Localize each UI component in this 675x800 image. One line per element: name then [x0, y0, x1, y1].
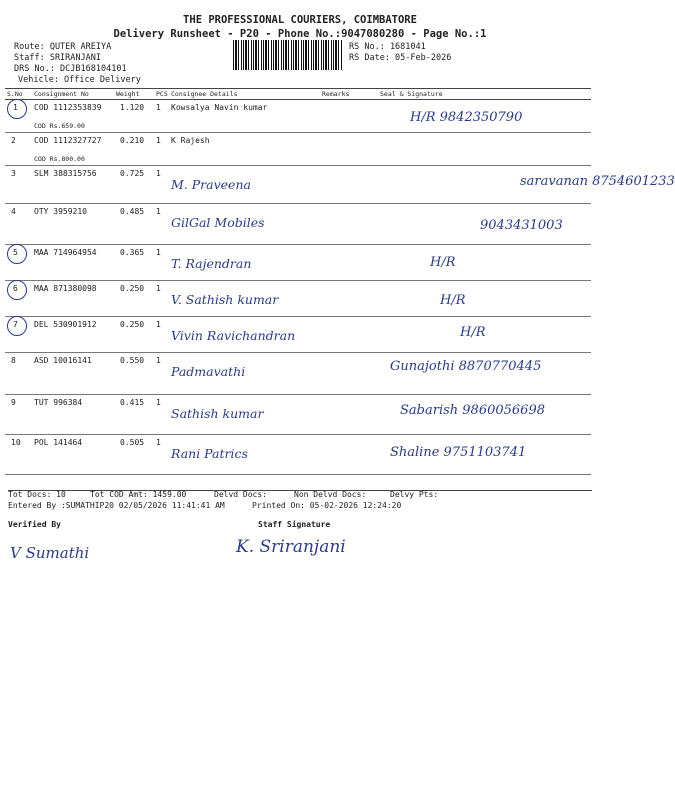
row-sno [5, 100, 32, 133]
row-consignment [32, 166, 114, 204]
row-pcs: 1 [154, 100, 169, 133]
row-weight: 0.725 [114, 166, 154, 204]
receiver-signature: Sabarish 9860056698 [400, 403, 545, 418]
row-remarks [320, 133, 370, 166]
col-consignment: Consignment No [32, 89, 114, 100]
drs-number: DRS No.: DCJB168104101 [14, 64, 127, 74]
consignment-number: MAA 871380098 [34, 284, 97, 293]
row-consignment [32, 133, 114, 166]
col-consignee: Consignee Details [169, 89, 320, 100]
row-sno-text: 5 [13, 248, 18, 257]
row-pcs: 1 [154, 245, 169, 281]
cod-amount: COD Rs.659.00 [34, 122, 85, 130]
total-docs: Tot Docs: 10 [8, 490, 66, 499]
row-signature [370, 281, 591, 317]
row-consignment [32, 395, 114, 435]
col-weight: Weight [114, 89, 154, 100]
row-sno-text: 4 [11, 207, 16, 216]
row-weight: 0.210 [114, 133, 154, 166]
row-remarks [320, 353, 370, 395]
row-pcs: 1 [154, 395, 169, 435]
row-sno [5, 317, 32, 353]
consignment-number: COD 1112353839 [34, 103, 102, 112]
consignee-name: GilGal Mobiles [171, 215, 265, 230]
receiver-signature: H/R [440, 293, 466, 308]
row-sno-text: 10 [11, 438, 21, 447]
verified-by-label: Verified By [8, 520, 61, 529]
col-sno: S.No [5, 89, 32, 100]
row-weight: 0.550 [114, 353, 154, 395]
delivered-docs: Delvd Docs: [214, 490, 267, 499]
row-sno [5, 281, 32, 317]
col-pcs: PCS [156, 90, 168, 98]
row-sno [5, 245, 32, 281]
row-signature [370, 317, 591, 353]
row-consignment [32, 435, 114, 475]
table-row [5, 133, 591, 166]
row-sno [5, 133, 32, 166]
row-consignment [32, 317, 114, 353]
delivery-points: Delvy Pts: [390, 490, 439, 499]
consignment-number: ASD 10016141 [34, 356, 92, 365]
barcode [233, 40, 343, 70]
row-consignment [32, 245, 114, 281]
consignment-number: DEL 530901912 [34, 320, 97, 329]
table-row [5, 353, 591, 395]
table-row [5, 100, 591, 133]
row-consignee [169, 435, 320, 475]
row-sno [5, 353, 32, 395]
receiver-signature: Gunajothi 8870770445 [390, 359, 542, 374]
row-consignee [169, 204, 320, 245]
table-row [5, 395, 591, 435]
row-consignee [169, 317, 320, 353]
runsheet-subtitle: Delivery Runsheet - P20 - Phone No.:9047080280 - Page No.:1 [113, 28, 487, 40]
receiver-signature: saravanan 8754601233 [520, 174, 675, 189]
table-row [5, 245, 591, 281]
row-remarks [320, 435, 370, 475]
receiver-signature: H/R [460, 325, 486, 340]
consignment-number: OTY 3959210 [34, 207, 87, 216]
consignment-number: COD 1112327727 [34, 136, 102, 145]
row-consignee [169, 133, 320, 166]
row-signature [370, 133, 591, 166]
cod-amount: COD Rs.800.00 [34, 155, 85, 163]
row-remarks [320, 100, 370, 133]
row-pcs: 1 [154, 166, 169, 204]
row-signature [370, 435, 591, 475]
consignee-name: Padmavathi [171, 364, 246, 379]
row-consignee [169, 395, 320, 435]
consignee-name: K Rajesh [171, 136, 210, 145]
receiver-signature: H/R 9842350790 [410, 110, 523, 125]
staff-label: Staff: SRIRANJANI [14, 53, 101, 63]
row-sno-text: 9 [11, 398, 16, 407]
row-sno-text: 1 [13, 103, 18, 112]
row-sno-text: 6 [13, 284, 18, 293]
consignee-name: V. Sathish kumar [171, 292, 279, 307]
runsheet-table [5, 88, 675, 475]
row-signature [370, 395, 591, 435]
printed-on: Printed On: 05-02-2026 12:24:20 [252, 501, 402, 510]
receiver-signature: H/R [430, 255, 456, 270]
rs-number: RS No.: 1681041 [349, 42, 426, 52]
row-weight: 1.120 [114, 100, 154, 133]
row-weight: 0.250 [114, 317, 154, 353]
total-cod-amount: Tot COD Amt: 1459.00 [90, 490, 187, 499]
consignee-name: Kowsalya Navin kumar [171, 103, 268, 112]
route-label: Route: QUTER AREIYA [14, 42, 112, 52]
rs-date: RS Date: 05-Feb-2026 [349, 53, 452, 63]
row-sno-text: 3 [11, 169, 16, 178]
table-row [5, 435, 591, 475]
col-seal-signature: Seal & Signature [370, 89, 591, 100]
row-consignment [32, 281, 114, 317]
consignee-name: Vivin Ravichandran [171, 328, 296, 343]
row-remarks [320, 395, 370, 435]
row-remarks [320, 245, 370, 281]
row-weight: 0.415 [114, 395, 154, 435]
row-consignee [169, 281, 320, 317]
row-signature [370, 204, 591, 245]
row-pcs: 1 [154, 353, 169, 395]
consignee-name: T. Rajendran [171, 256, 252, 271]
consignment-number: MAA 714964954 [34, 248, 97, 257]
table-row [5, 204, 591, 245]
col-remarks: Remarks [320, 89, 370, 100]
row-weight: 0.365 [114, 245, 154, 281]
row-sno [5, 435, 32, 475]
verifier-signature: V Sumathi [10, 544, 90, 562]
row-consignment [32, 353, 114, 395]
row-weight: 0.250 [114, 281, 154, 317]
company-title: THE PROFESSIONAL COURIERS, COIMBATORE [183, 14, 417, 26]
consignment-number: SLM 388315756 [34, 169, 97, 178]
receiver-signature: Shaline 9751103741 [390, 445, 527, 460]
table-row [5, 166, 591, 204]
row-weight: 0.485 [114, 204, 154, 245]
row-signature [370, 353, 591, 395]
row-sno-text: 8 [11, 356, 16, 365]
table-header-row [5, 89, 591, 100]
row-sno-text: 2 [11, 136, 16, 145]
consignee-name: Sathish kumar [171, 406, 264, 421]
row-weight: 0.505 [114, 435, 154, 475]
row-remarks [320, 204, 370, 245]
row-sno [5, 204, 32, 245]
receiver-signature: 9043431003 [480, 218, 563, 233]
row-consignee [169, 245, 320, 281]
consignment-number: TUT 996384 [34, 398, 83, 407]
row-consignee [169, 100, 320, 133]
non-delivered-docs: Non Delvd Docs: [294, 490, 367, 499]
row-remarks [320, 166, 370, 204]
staff-handwritten-signature: K. Sriranjani [236, 537, 346, 557]
row-consignee [169, 166, 320, 204]
row-signature [370, 166, 675, 204]
consignee-name: Rani Patrics [171, 446, 248, 461]
row-pcs: 1 [154, 204, 169, 245]
row-consignee [169, 353, 320, 395]
row-pcs: 1 [154, 435, 169, 475]
consignee-name: M. Praveena [171, 177, 251, 192]
row-pcs: 1 [154, 281, 169, 317]
row-remarks [320, 317, 370, 353]
table-row [5, 317, 591, 353]
row-signature [370, 245, 591, 281]
entered-by: Entered By :SUMATHIP20 02/05/2026 11:41:41 AM [8, 501, 225, 510]
row-remarks [320, 281, 370, 317]
vehicle-label: Vehicle: Office Delivery [18, 75, 141, 85]
row-sno [5, 166, 32, 204]
row-sno [5, 395, 32, 435]
row-pcs: 1 [154, 317, 169, 353]
consignment-number: POL 141464 [34, 438, 83, 447]
row-pcs: 1 [154, 133, 169, 166]
row-sno-text: 7 [13, 320, 18, 329]
staff-signature-label: Staff Signature [258, 520, 331, 529]
table-row [5, 281, 591, 317]
row-consignment [32, 100, 114, 133]
row-consignment [32, 204, 114, 245]
row-signature [370, 100, 591, 133]
